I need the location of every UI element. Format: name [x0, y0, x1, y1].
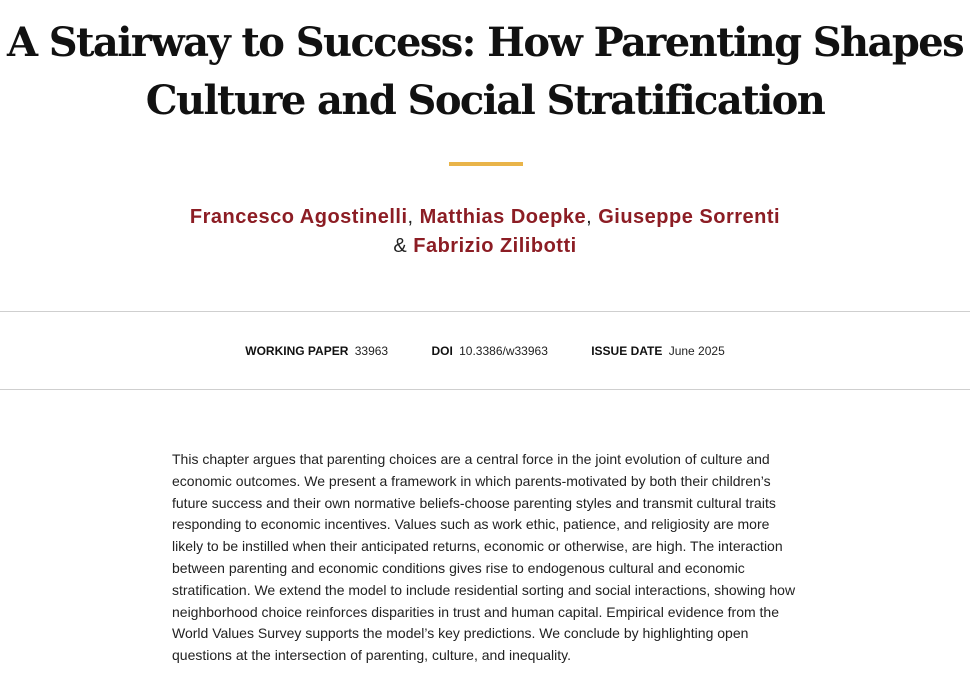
- author-list-line-1: [160, 203, 810, 232]
- issue-date-label: ISSUE DATE: [591, 344, 663, 358]
- paper-meta-band: [0, 311, 970, 390]
- paper-title-line-2: Culture and Social Stratification: [145, 77, 825, 124]
- doi-label: DOI: [431, 344, 453, 358]
- paper-meta-row: [0, 344, 970, 358]
- working-paper-number: [245, 344, 388, 358]
- title-accent-divider: [449, 162, 523, 166]
- author-separator: &: [393, 235, 414, 257]
- author-link-zilibotti[interactable]: Fabrizio Zilibotti: [413, 235, 577, 257]
- doi: [431, 344, 547, 358]
- author-link-doepke[interactable]: Matthias Doepke: [419, 206, 587, 228]
- issue-date-value: June 2025: [668, 344, 725, 358]
- author-separator: ,: [407, 206, 420, 228]
- author-link-agostinelli[interactable]: Francesco Agostinelli: [189, 206, 408, 228]
- paper-title-line-1: A Stairway to Success: How Parenting Shapes: [6, 19, 963, 66]
- author-list: [160, 203, 810, 261]
- author-link-sorrenti[interactable]: Giuseppe Sorrenti: [598, 206, 781, 228]
- working-paper-value: 33963: [354, 344, 389, 358]
- issue-date: [591, 344, 725, 358]
- author-separator: ,: [586, 206, 599, 228]
- working-paper-label: WORKING PAPER: [245, 344, 349, 358]
- abstract-text: This chapter argues that parenting choices are a central force in the joint evolution of culture and economic outcomes. We present a framework in which parents-motivated by both their children’s future success and their own normative beliefs-choose parenting styles and transmit cultural traits responding to economic incentives. Values such as work ethic, patience, and religiosity are more likely to be instilled when their anticipated returns, economic or otherwise, are high. The interaction between parenting and economic conditions gives rise to endogenous cultural and economic stratification. We extend the model to include residential sorting and social interactions, showing how neighborhood choice reinforces disparities in trust and human capital. Empirical evidence from the World Values Survey supports the model’s key predictions. We conclude by highlighting open questions at the intersection of parenting, culture, and inequality.: [172, 451, 796, 664]
- paper-title: [0, 14, 970, 130]
- author-list-line-2: [160, 232, 810, 261]
- doi-value: 10.3386/w33963: [459, 344, 548, 358]
